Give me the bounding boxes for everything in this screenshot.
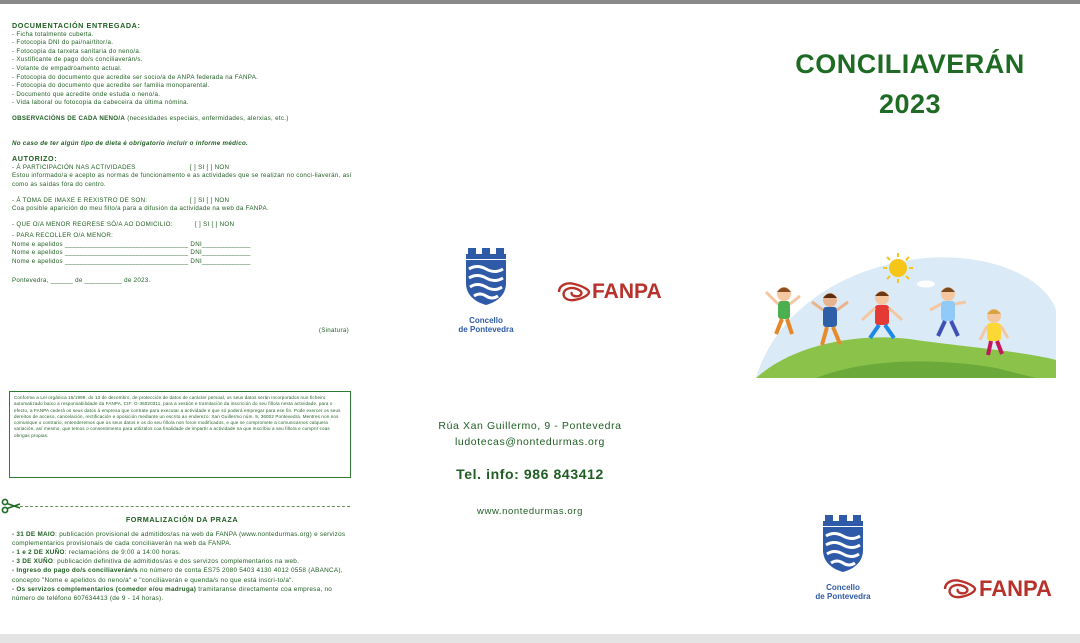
top-border	[0, 0, 1080, 4]
auth-return-row	[12, 221, 357, 230]
auth-return-label: - QUE O/A MENOR REGRESE SÓ/A AO DOMICILIO:	[12, 220, 173, 228]
auth-participation-text: Estou informado/a e acepto as normas de funcionamento e as actividades que se realizan no conci-liaverán, así como as saídas fóra do centro.	[12, 172, 352, 188]
cut-line	[20, 506, 350, 507]
auth-image-row	[12, 197, 357, 206]
observations-title: OBSERVACIÓNS DE CADA NENO/A	[12, 114, 126, 122]
concello-label	[455, 316, 517, 334]
jumping-kids-illustration	[756, 250, 1056, 378]
page-title	[760, 44, 1060, 124]
concello-label-line1: Concello	[469, 316, 503, 325]
formalization-section	[12, 515, 352, 603]
concello-logo	[455, 245, 517, 335]
observations-heading	[12, 115, 357, 124]
documentation-title: DOCUMENTACIÓN ENTREGADA:	[12, 21, 141, 30]
auth-image-text: Coa posible aparición do meu fillo/a para a difusión da actividade na web da FANPA.	[12, 205, 269, 213]
date-line[interactable]: Pontevedra, ______ de __________ de 2023.	[12, 276, 151, 284]
email-link[interactable]: ludotecas@nontedurmas.org	[455, 436, 605, 448]
pickup-line[interactable]: Nome e apelidos _________________________________ DNI_____________	[12, 249, 251, 257]
form-item	[12, 557, 352, 566]
doc-item: - Ficha totalmente cuberta.	[12, 30, 94, 38]
autorizo-title: AUTORIZO:	[12, 154, 58, 164]
doc-item: - Documento que acredite onde estuda o neno/a.	[12, 90, 161, 98]
form-item	[12, 548, 352, 557]
title-line1: CONCILIAVERÁN	[795, 49, 1025, 79]
form-item-text: : publicación provisional de admitidos/as na web da FANPA (www.nontedurmas.org) e servizos complementarios provisionais de cada conciliaverán na web da FANPA.	[12, 531, 346, 548]
form-item-date: - 1 e 2 DE XUÑO	[12, 549, 65, 557]
fanpa-swirl-icon	[557, 281, 591, 303]
form-item-text: : publicación definitiva de admitidos/as e dos servizos complementarios na web.	[53, 558, 300, 566]
auth-image-options[interactable]: [ ] SI [ ] NON	[190, 196, 230, 204]
doc-item: - Fotocopia do documento que acredite ser socio/a de ANPA federada na FANPA.	[12, 73, 259, 81]
data-protection-notice: Conforme a Lei orgánica 15/1999, do 13 de decembro, de protección de datos de carácter persoal, os seus datos serán incorporados nun ficheiro automatizado baixo a responsabilidade da FANPA, CIF: G-36020311, para a xestión e tramitación da inscrición do seu fillo/a nesta actividade, para o efecto, a FANPA cederá os seus datos á empresa que contrate para executar a actividade e que só poderá empregar para ese fin. Pode exercer os seus dereitos de acceso, cancelación, rectificación e oposición mediante un escrito ao enderezo: Xan Guillermo núm. 9, 36002 Pontevedra. Mentres non nos comunique o contrario, entenderemos que os seus datos e os do seu fillo/a non foron modificados, e que se compromete a comunicarnos calquera variación, así mesmo, que temos o consentimento para utilizalos coa finalidade de impartir a actividade na que inscribiu a seu fillo/a e cumprir coas obrigas propias.	[9, 391, 351, 478]
auth-participation-row	[12, 164, 357, 173]
form-item	[12, 566, 352, 584]
auth-participation-label: - Á PARTICIPACIÓN NAS ACTIVIDADES	[12, 163, 136, 171]
registration-form-panel	[12, 22, 357, 336]
fanpa-logo	[557, 280, 662, 304]
fanpa-label: FANPA	[979, 576, 1052, 601]
form-item	[12, 530, 352, 548]
pickup-line[interactable]: Nome e apelidos _________________________________ DNI_____________	[12, 240, 251, 248]
diet-note: No caso de ter algún tipo de dieta é obrigatorio incluír o informe médico.	[12, 139, 249, 147]
pickup-title: - PARA RECOLLER O/A MENOR:	[12, 232, 114, 240]
title-line2: 2023	[878, 89, 942, 119]
auth-participation-options[interactable]: [ ] SI [ ] NON	[190, 163, 230, 171]
doc-item: - Fotocopia DNI do pai/nai/titor/a.	[12, 39, 114, 47]
signature-label: (Sinatura)	[318, 327, 349, 335]
doc-item: - Fotocopia da tarxeta sanitaria do neno/a.	[12, 47, 142, 55]
concello-label-line2: de Pontevedra	[458, 325, 514, 334]
observations-note: (necesidades especiais, enfermidades, alerxias, etc.)	[127, 114, 289, 122]
form-item-text: no número de conta ES75 2080 5403 4130 4012 0558 (ABANCA), concepto "Nome e apelidos do neno/a" e "conciliaverán e quenda/s no que está inscri-to/a".	[12, 567, 343, 584]
form-item-text: : reclamacións de 9:00 a 14:00 horas.	[64, 549, 181, 557]
phone-info[interactable]: Tel. info: 986 843412	[456, 466, 604, 482]
doc-item: - Fotocopia do documento que acredite ser familia monoparental.	[12, 82, 210, 90]
website-link[interactable]: www.nontedurmas.org	[477, 506, 583, 517]
doc-item: - Xustificante de pago do/s conciliaverán/s.	[12, 56, 143, 64]
form-item-date: - 31 DE MAIO	[12, 531, 56, 539]
auth-image-label: - Á TOMA DE IMAXE E REXISTRO DE SON:	[12, 196, 148, 204]
concello-label-line1: Concello	[826, 583, 860, 592]
concello-label	[812, 583, 874, 601]
form-item-text: tramitaranse directamente coa empresa, no número de teléfono 607634413 (de 9 - 14 horas).	[12, 585, 333, 602]
concello-logo-secondary	[812, 512, 874, 602]
auth-return-options[interactable]: [ ] SI [ ] NON	[195, 220, 235, 228]
doc-item: - Volante de empadroamento actual.	[12, 64, 122, 72]
form-item-date: - Os servizos complementarios (comedor e/ou madruga)	[12, 585, 197, 593]
doc-item: - Vida laboral ou fotocopia da cabeceira da última nómina.	[12, 99, 189, 107]
form-item-date: - 3 DE XUÑO	[12, 558, 54, 566]
concello-label-line2: de Pontevedra	[815, 592, 871, 601]
formalization-title: FORMALIZACIÓN DA PRAZA	[125, 515, 239, 524]
fanpa-logo-secondary	[942, 576, 1052, 602]
pickup-line[interactable]: Nome e apelidos _________________________________ DNI_____________	[12, 258, 251, 266]
castle-shield-icon	[455, 245, 517, 307]
bottom-border	[0, 634, 1080, 643]
form-item	[12, 585, 352, 603]
fanpa-label: FANPA	[592, 280, 662, 303]
fanpa-swirl-icon	[942, 578, 978, 600]
castle-shield-icon	[812, 512, 874, 574]
form-item-date: - Ingreso do pago do/s conciliaverán/s	[12, 567, 138, 575]
scissors-icon	[1, 498, 21, 514]
address: Rúa Xan Guillermo, 9 - Pontevedra	[438, 420, 622, 432]
